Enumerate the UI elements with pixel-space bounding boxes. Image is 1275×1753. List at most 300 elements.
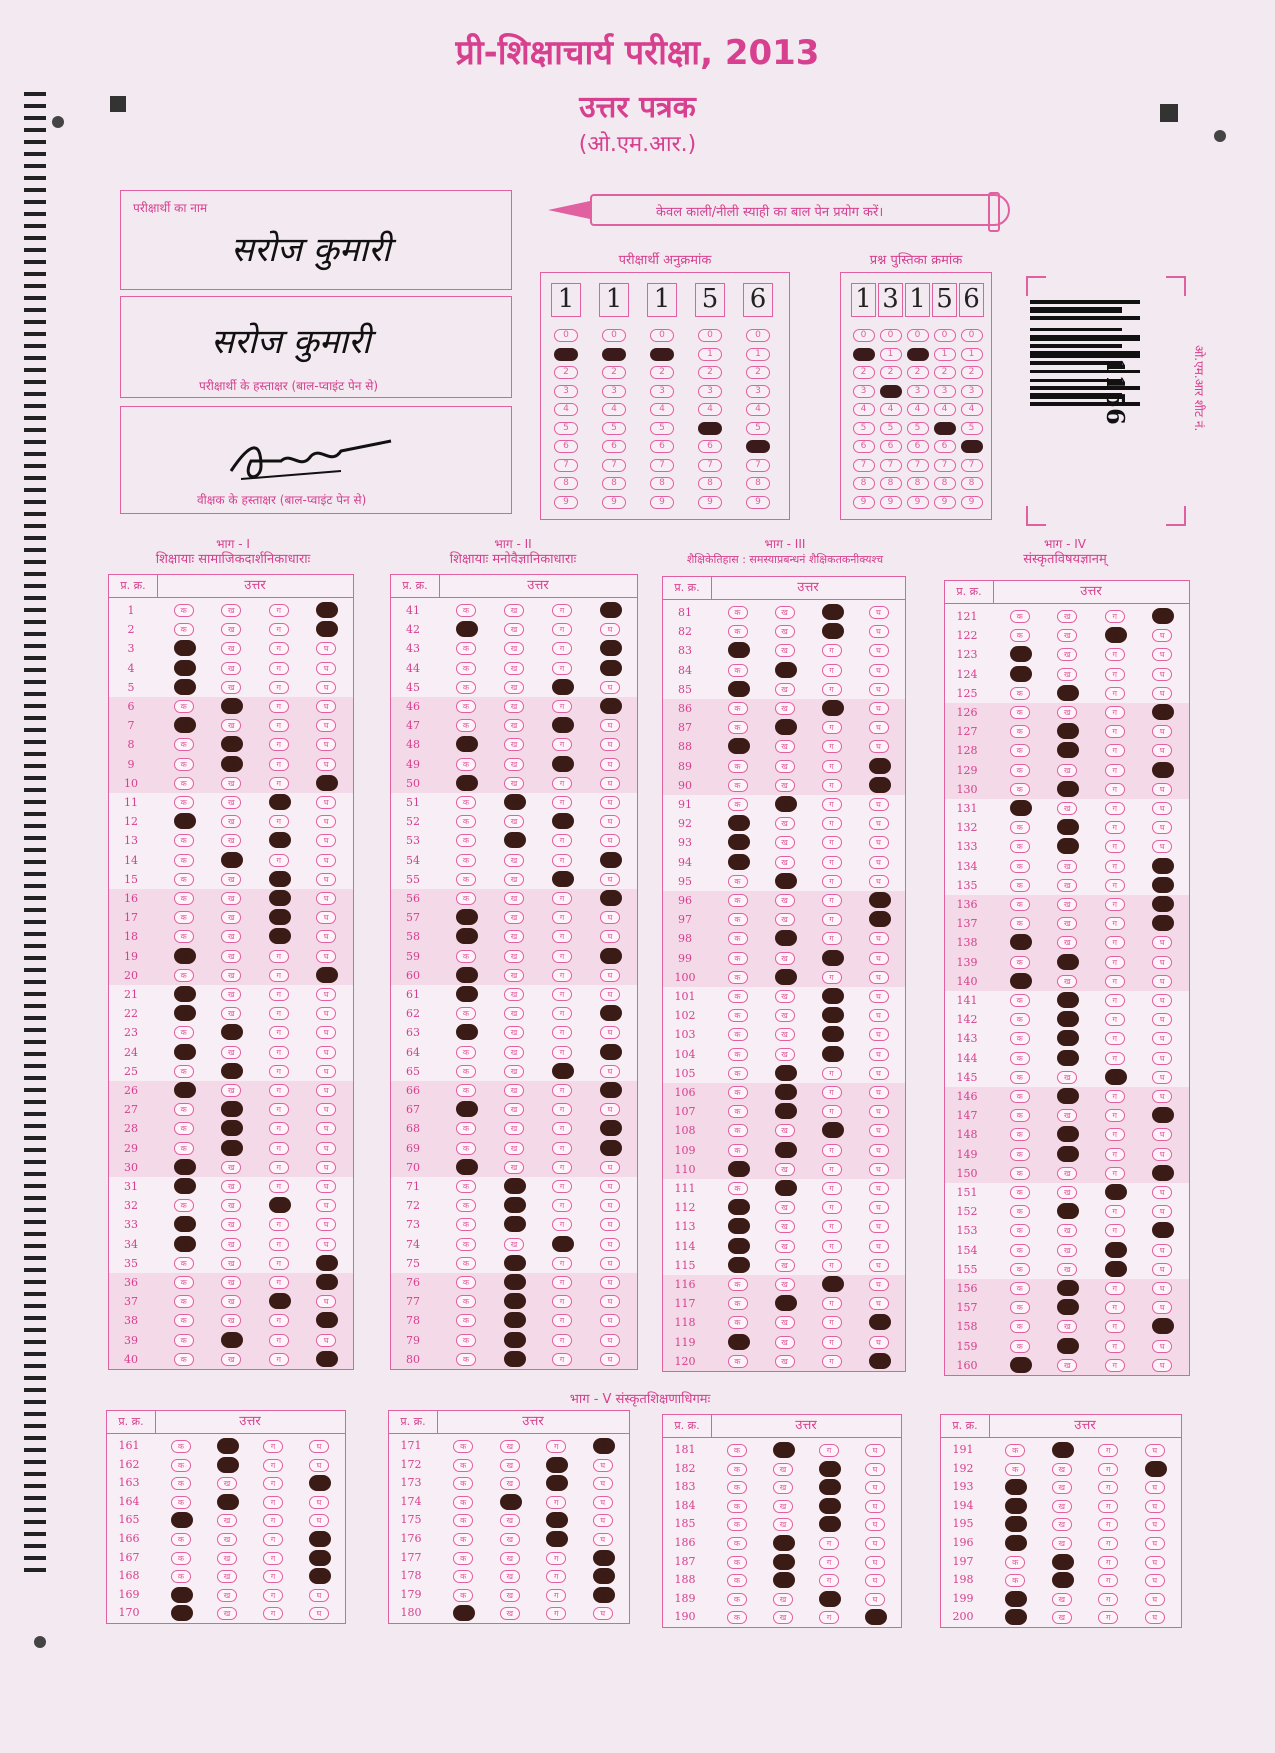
answer-bubble-ग: ग	[269, 1065, 289, 1078]
answer-bubble-ख: ख	[773, 1593, 793, 1606]
question-row	[663, 1064, 905, 1083]
roll-bubble: 7	[746, 459, 770, 472]
part3-subject: शैक्षिकेतिहास : समस्याप्रबन्धनं शैक्षिकतकनीक्यश्च	[686, 553, 884, 566]
answer-bubble-ख: ख	[221, 719, 241, 732]
answer-bubble-घ: घ	[869, 932, 889, 945]
answer-bubble-ग: ग	[546, 1570, 566, 1583]
answer-bubble-घ: घ	[600, 852, 622, 868]
question-row	[663, 1160, 905, 1179]
question-row	[389, 1530, 629, 1549]
answer-bubble-ग: ग	[269, 1197, 291, 1213]
question-number: 85	[678, 682, 692, 696]
answer-bubble-ग: ग	[552, 1180, 572, 1193]
question-number: 17	[124, 911, 138, 925]
answer-bubble-ग: ग	[263, 1570, 283, 1583]
answer-bubble-क: क	[1005, 1535, 1027, 1551]
roll-bubble: 9	[602, 496, 626, 509]
answer-bubble-क: क	[174, 1353, 194, 1366]
answer-bubble-क: क	[456, 736, 478, 752]
answer-bubble-ख: ख	[773, 1442, 795, 1458]
answer-bubble-क: क	[174, 1334, 194, 1347]
answer-bubble-घ: घ	[316, 758, 336, 771]
answer-bubble-ख: ख	[504, 1332, 526, 1348]
question-number: 168	[118, 1569, 140, 1583]
question-row	[109, 1062, 353, 1081]
question-number: 68	[406, 1122, 420, 1136]
booklet-bubble: 2	[934, 366, 956, 379]
answer-bubble-ख: ख	[775, 1028, 795, 1041]
question-row	[945, 626, 1189, 645]
answer-bubble-ख: ख	[504, 758, 524, 771]
question-number: 165	[118, 1513, 140, 1527]
booklet-digit-box: 1	[851, 283, 876, 317]
question-row	[945, 933, 1189, 952]
barcode-bar	[1030, 344, 1122, 348]
question-no-header: प्र. क्र.	[391, 575, 440, 597]
answer-bubble-घ: घ	[869, 1105, 889, 1118]
roll-bubble: 5	[554, 422, 578, 435]
answer-bubble-क: क	[727, 1574, 747, 1587]
question-row	[109, 1292, 353, 1311]
question-row	[391, 1119, 637, 1138]
answer-bubble-ग: ग	[822, 1182, 842, 1195]
answer-bubble-घ: घ	[1152, 704, 1174, 720]
answer-bubble-क: क	[728, 702, 748, 715]
barcode-bar	[1030, 300, 1140, 304]
answer-bubble-क: क	[174, 1142, 194, 1155]
signature-box	[120, 296, 512, 398]
question-number: 64	[406, 1045, 420, 1059]
question-row	[109, 1043, 353, 1062]
answer-bubble-क: क	[174, 1044, 196, 1060]
answer-bubble-क: क	[174, 1199, 194, 1212]
roll-bubble: 3	[650, 385, 674, 398]
question-row	[389, 1586, 629, 1605]
question-row	[109, 755, 353, 774]
booklet-bubble: 0	[934, 329, 956, 342]
question-row	[945, 1068, 1189, 1087]
answer-bubble-घ: घ	[593, 1514, 613, 1527]
answer-bubble-ग: ग	[552, 930, 572, 943]
answer-bubble-घ: घ	[600, 719, 620, 732]
answer-bubble-ग: ग	[822, 683, 842, 696]
question-row	[663, 853, 905, 872]
answer-bubble-ख: ख	[504, 1312, 526, 1328]
answer-bubble-ग: ग	[822, 932, 842, 945]
question-row	[941, 1460, 1181, 1479]
question-row	[107, 1604, 345, 1623]
question-number: 30	[124, 1160, 138, 1174]
answer-bubble-ख: ख	[1057, 802, 1077, 815]
answer-bubble-ग: ग	[822, 1240, 842, 1253]
answer-bubble-घ: घ	[316, 911, 336, 924]
answer-bubble-क: क	[1010, 1301, 1030, 1314]
answer-bubble-ग: ग	[269, 1084, 289, 1097]
question-number: 169	[118, 1587, 140, 1601]
question-number: 86	[678, 702, 692, 715]
answer-bubble-घ: घ	[1145, 1574, 1165, 1587]
answer-bubble-ख: ख	[504, 719, 524, 732]
question-row	[945, 837, 1189, 856]
answer-bubble-घ: घ	[869, 1124, 889, 1137]
answer-bubble-ग: ग	[552, 1063, 574, 1079]
answer-bubble-घ: घ	[593, 1477, 613, 1490]
barcode-bar	[1030, 328, 1122, 331]
answer-bubble-क: क	[456, 681, 476, 694]
pen-cap-icon	[988, 192, 1000, 232]
roll-bubble: 4	[746, 403, 770, 416]
answer-bubble-क: क	[456, 834, 476, 847]
question-row	[391, 1158, 637, 1177]
roll-bubble: 6	[746, 440, 770, 453]
answer-bubble-क: क	[1010, 1090, 1030, 1103]
answer-bubble-ग: ग	[269, 642, 289, 655]
roll-bubble: 7	[602, 459, 626, 472]
answer-bubble-क: क	[728, 894, 748, 907]
answer-bubble-क: क	[174, 1065, 194, 1078]
answer-bubble-क: क	[728, 1048, 748, 1061]
answer-bubble-ग: ग	[822, 740, 842, 753]
answer-bubble-घ: घ	[1152, 744, 1172, 757]
answer-bubble-क: क	[174, 948, 196, 964]
answer-bubble-क: क	[1005, 1516, 1027, 1532]
answer-bubble-ख: ख	[500, 1533, 520, 1546]
answer-bubble-क: क	[456, 1295, 476, 1308]
answer-bubble-ग: ग	[822, 971, 842, 984]
answer-bubble-ख: ख	[1052, 1611, 1072, 1624]
answer-bubble-घ: घ	[869, 1163, 889, 1176]
answer-bubble-क: क	[456, 700, 476, 713]
question-row	[391, 735, 637, 754]
answer-bubble-ख: ख	[221, 930, 241, 943]
part1-name: भाग - I	[216, 537, 250, 551]
question-number: 97	[678, 913, 692, 927]
answer-bubble-ख: ख	[504, 854, 524, 867]
question-number: 21	[124, 988, 138, 1001]
timing-marks	[24, 92, 46, 1572]
answer-bubble-क: क	[174, 834, 194, 847]
booklet-bubble: 5	[853, 422, 875, 435]
answer-bubble-ख: ख	[775, 1084, 797, 1100]
answer-bubble-ग: ग	[1105, 783, 1125, 796]
answer-bubble-ख: ख	[221, 834, 241, 847]
answer-bubble-क: क	[174, 986, 196, 1002]
question-number: 91	[678, 798, 692, 811]
question-number: 56	[406, 892, 420, 905]
answer-bubble-ग: ग	[1105, 744, 1125, 757]
roll-bubble: 2	[554, 366, 578, 379]
answer-bubble-ग: ग	[1105, 821, 1125, 834]
question-number: 149	[956, 1147, 978, 1161]
question-row	[391, 1196, 637, 1215]
question-row	[109, 1100, 353, 1119]
answer-bubble-क: क	[456, 1199, 476, 1212]
question-row	[389, 1511, 629, 1530]
part2-title	[388, 536, 638, 568]
question-number: 187	[674, 1554, 696, 1568]
question-row	[663, 737, 905, 756]
question-number: 18	[124, 930, 138, 944]
answer-bubble-ख: ख	[773, 1463, 793, 1476]
question-row	[109, 678, 353, 697]
answer-bubble-क: क	[728, 760, 748, 773]
answer-bubble-क: क	[1010, 646, 1032, 662]
answer-bubble-क: क	[1010, 1186, 1030, 1199]
question-row	[109, 659, 353, 678]
answer-bubble-ग: ग	[263, 1459, 283, 1472]
answer-bubble-क: क	[728, 1161, 750, 1177]
answer-bubble-घ: घ	[1145, 1556, 1165, 1569]
answer-bubble-क: क	[1010, 994, 1030, 1007]
answer-bubble-ख: ख	[775, 1316, 795, 1329]
question-row	[389, 1493, 629, 1512]
question-number: 90	[678, 778, 692, 792]
answer-bubble-घ: घ	[865, 1463, 885, 1476]
answer-bubble-घ: घ	[869, 1048, 889, 1061]
question-row	[391, 1215, 637, 1234]
answer-bubble-घ: घ	[869, 1336, 889, 1349]
booklet-bubble: 7	[961, 459, 983, 472]
question-row	[391, 1331, 637, 1350]
answer-bubble-ख: ख	[775, 1278, 795, 1291]
answer-bubble-ख: ख	[1057, 1126, 1079, 1142]
question-row	[391, 1139, 637, 1158]
question-row	[941, 1590, 1181, 1609]
question-number: 32	[124, 1199, 138, 1213]
answer-bubble-ग: ग	[552, 988, 572, 1001]
part5a-table	[106, 1410, 346, 1624]
question-row	[107, 1437, 345, 1456]
name-label: परीक्षार्थी का नाम	[133, 201, 208, 215]
answer-bubble-घ: घ	[593, 1550, 615, 1566]
booklet-bubble: 3	[907, 385, 929, 398]
answer-bubble-क: क	[174, 700, 194, 713]
question-row	[945, 818, 1189, 837]
question-number: 179	[400, 1587, 422, 1601]
answer-bubble-ग: ग	[819, 1611, 839, 1624]
question-number: 113	[674, 1220, 696, 1234]
answer-bubble-ख: ख	[775, 1142, 797, 1158]
answer-bubble-ख: ख	[773, 1611, 793, 1624]
answer-bubble-ग: ग	[822, 798, 842, 811]
answer-bubble-ग: ग	[552, 1046, 572, 1059]
answer-bubble-घ: घ	[316, 967, 338, 983]
answer-bubble-क: क	[456, 642, 476, 655]
answer-bubble-क: क	[728, 1355, 748, 1368]
signature-label: परीक्षार्थी के हस्ताक्षर (बाल-प्वाइंट पेन से)	[199, 379, 379, 393]
answer-bubble-ख: ख	[775, 760, 795, 773]
answer-bubble-घ: घ	[600, 815, 620, 828]
answer-bubble-ख: ख	[1057, 954, 1079, 970]
answer-bubble-घ: घ	[600, 1044, 622, 1060]
answer-bubble-क: क	[174, 813, 196, 829]
answer-bubble-क: क	[174, 604, 194, 617]
roll-bubble: 1	[698, 348, 722, 361]
answer-bubble-ख: ख	[1057, 1320, 1077, 1333]
answer-bubble-ख: ख	[1052, 1554, 1074, 1570]
answer-bubble-ख: ख	[773, 1554, 795, 1570]
booklet-bubble: 4	[880, 403, 902, 416]
question-number: 47	[406, 719, 420, 733]
answer-bubble-ग: ग	[546, 1496, 566, 1509]
part4-subject: संस्कृतविषयज्ञानम्	[1023, 552, 1107, 567]
answer-bubble-क: क	[1010, 1128, 1030, 1141]
question-row	[391, 1254, 637, 1273]
answer-bubble-क: क	[174, 911, 194, 924]
question-number: 9	[127, 757, 135, 771]
answer-bubble-ख: ख	[500, 1459, 520, 1472]
answer-bubble-ग: ग	[552, 604, 572, 617]
question-number: 110	[674, 1162, 696, 1176]
answer-bubble-ग: ग	[819, 1556, 839, 1569]
answer-bubble-क: क	[171, 1477, 191, 1490]
answer-bubble-ख: ख	[221, 1140, 243, 1156]
answer-bubble-ख: ख	[773, 1572, 795, 1588]
answer-bubble-ख: ख	[504, 604, 524, 617]
question-row	[663, 795, 905, 814]
answer-bubble-क: क	[456, 621, 478, 637]
question-row	[945, 1202, 1189, 1221]
answer-bubble-ग: ग	[263, 1607, 283, 1620]
question-number: 112	[674, 1201, 696, 1215]
question-row	[391, 1292, 637, 1311]
answer-bubble-घ: घ	[869, 1086, 889, 1099]
answer-bubble-घ: घ	[316, 1351, 338, 1367]
answer-bubble-ग: ग	[1105, 1224, 1125, 1237]
booklet-bubble: 8	[934, 477, 956, 490]
question-number: 118	[674, 1316, 696, 1330]
question-row	[663, 680, 905, 699]
answer-bubble-क: क	[174, 717, 196, 733]
answer-bubble-क: क	[453, 1440, 473, 1453]
question-number: 145	[956, 1070, 978, 1084]
question-row	[941, 1478, 1181, 1497]
answer-bubble-ग: ग	[1105, 1167, 1125, 1180]
answer-bubble-घ: घ	[1152, 629, 1172, 642]
answer-bubble-ख: ख	[775, 1065, 797, 1081]
question-row	[663, 1441, 901, 1460]
answer-bubble-ग: ग	[1098, 1611, 1118, 1624]
question-number: 6	[127, 700, 135, 713]
answer-bubble-क: क	[727, 1593, 747, 1606]
answer-bubble-ग: ग	[1098, 1500, 1118, 1513]
question-number: 137	[956, 917, 978, 931]
answer-bubble-क: क	[174, 854, 194, 867]
question-row	[663, 718, 905, 737]
answer-bubble-ग: ग	[269, 1103, 289, 1116]
answer-bubble-घ: घ	[1152, 1186, 1172, 1199]
roll-bubble: 8	[602, 477, 626, 490]
answer-bubble-ग: ग	[822, 1046, 844, 1062]
question-row	[391, 966, 637, 985]
question-row	[663, 1352, 905, 1371]
question-number: 8	[127, 738, 135, 752]
part3-table	[662, 576, 906, 1372]
answer-bubble-क: क	[456, 1007, 476, 1020]
answer-bubble-ख: ख	[221, 873, 241, 886]
answer-bubble-ख: ख	[1057, 1088, 1079, 1104]
answer-bubble-घ: घ	[600, 1082, 622, 1098]
question-row	[945, 972, 1189, 991]
answer-bubble-ख: ख	[1057, 1030, 1079, 1046]
answer-bubble-घ: घ	[1145, 1518, 1165, 1531]
answer-bubble-घ: घ	[316, 1084, 336, 1097]
answer-bubble-ग: ग	[1105, 1320, 1125, 1333]
answer-bubble-ख: ख	[775, 913, 795, 926]
question-row	[663, 1121, 905, 1140]
answer-bubble-क: क	[728, 625, 748, 638]
question-number: 103	[674, 1028, 696, 1042]
answer-bubble-ग: ग	[552, 871, 574, 887]
answer-bubble-ख: ख	[504, 988, 524, 1001]
answer-bubble-ग: ग	[819, 1479, 841, 1495]
question-number: 151	[956, 1186, 978, 1199]
answer-bubble-घ: घ	[309, 1550, 331, 1566]
sheet-subtitle: (ओ.एम.आर.)	[578, 132, 697, 157]
booklet-digit-box: 5	[932, 283, 957, 317]
answer-bubble-ख: ख	[221, 911, 241, 924]
answer-bubble-ग: ग	[269, 604, 289, 617]
answer-bubble-क: क	[174, 1026, 194, 1039]
answer-bubble-ग: ग	[269, 738, 289, 751]
answer-bubble-ख: ख	[504, 1065, 524, 1078]
question-row	[109, 601, 353, 620]
answer-bubble-क: क	[1010, 1013, 1030, 1026]
answer-bubble-ख: ख	[773, 1481, 793, 1494]
answer-bubble-घ: घ	[1152, 668, 1172, 681]
answer-bubble-ग: ग	[819, 1498, 841, 1514]
answer-bubble-घ: घ	[869, 971, 889, 984]
answer-bubble-क: क	[1005, 1609, 1027, 1625]
question-number: 124	[956, 667, 978, 681]
question-number: 136	[956, 898, 978, 911]
answer-bubble-ख: ख	[221, 1084, 241, 1097]
answer-bubble-घ: घ	[869, 644, 889, 657]
answer-bubble-घ: घ	[1152, 858, 1174, 874]
answer-bubble-घ: घ	[1152, 1222, 1174, 1238]
booklet-bubble: 3	[961, 385, 983, 398]
booklet-bubble: 5	[961, 422, 983, 435]
answer-bubble-ग: ग	[269, 969, 289, 982]
answer-bubble-ग: ग	[822, 1026, 844, 1042]
answer-bubble-ग: ग	[269, 700, 289, 713]
question-number: 143	[956, 1032, 978, 1046]
question-row	[663, 1553, 901, 1572]
question-row	[945, 684, 1189, 703]
question-number: 25	[124, 1064, 138, 1078]
answer-bubble-क: क	[727, 1556, 747, 1569]
answer-bubble-घ: घ	[1152, 915, 1174, 931]
answer-bubble-घ: घ	[316, 834, 336, 847]
answer-bubble-घ: घ	[600, 738, 620, 751]
question-number: 96	[678, 894, 692, 907]
answer-bubble-क: क	[1010, 1205, 1030, 1218]
booklet-bubble: 7	[880, 459, 902, 472]
question-number: 178	[400, 1569, 422, 1583]
answer-bubble-घ: घ	[316, 1046, 336, 1059]
roll-bubble: 0	[650, 329, 674, 342]
answer-bubble-ग: ग	[546, 1552, 566, 1565]
question-row	[663, 776, 905, 795]
answer-bubble-घ: घ	[865, 1537, 885, 1550]
answer-bubble-घ: घ	[600, 1314, 620, 1327]
answer-bubble-ग: ग	[1105, 1301, 1125, 1314]
part3-table-header	[663, 577, 905, 600]
answer-bubble-घ: घ	[316, 775, 338, 791]
answer-bubble-घ: घ	[1152, 725, 1172, 738]
booklet-bubble: 9	[853, 496, 875, 509]
name-value: सरोज कुमारी	[231, 230, 391, 270]
